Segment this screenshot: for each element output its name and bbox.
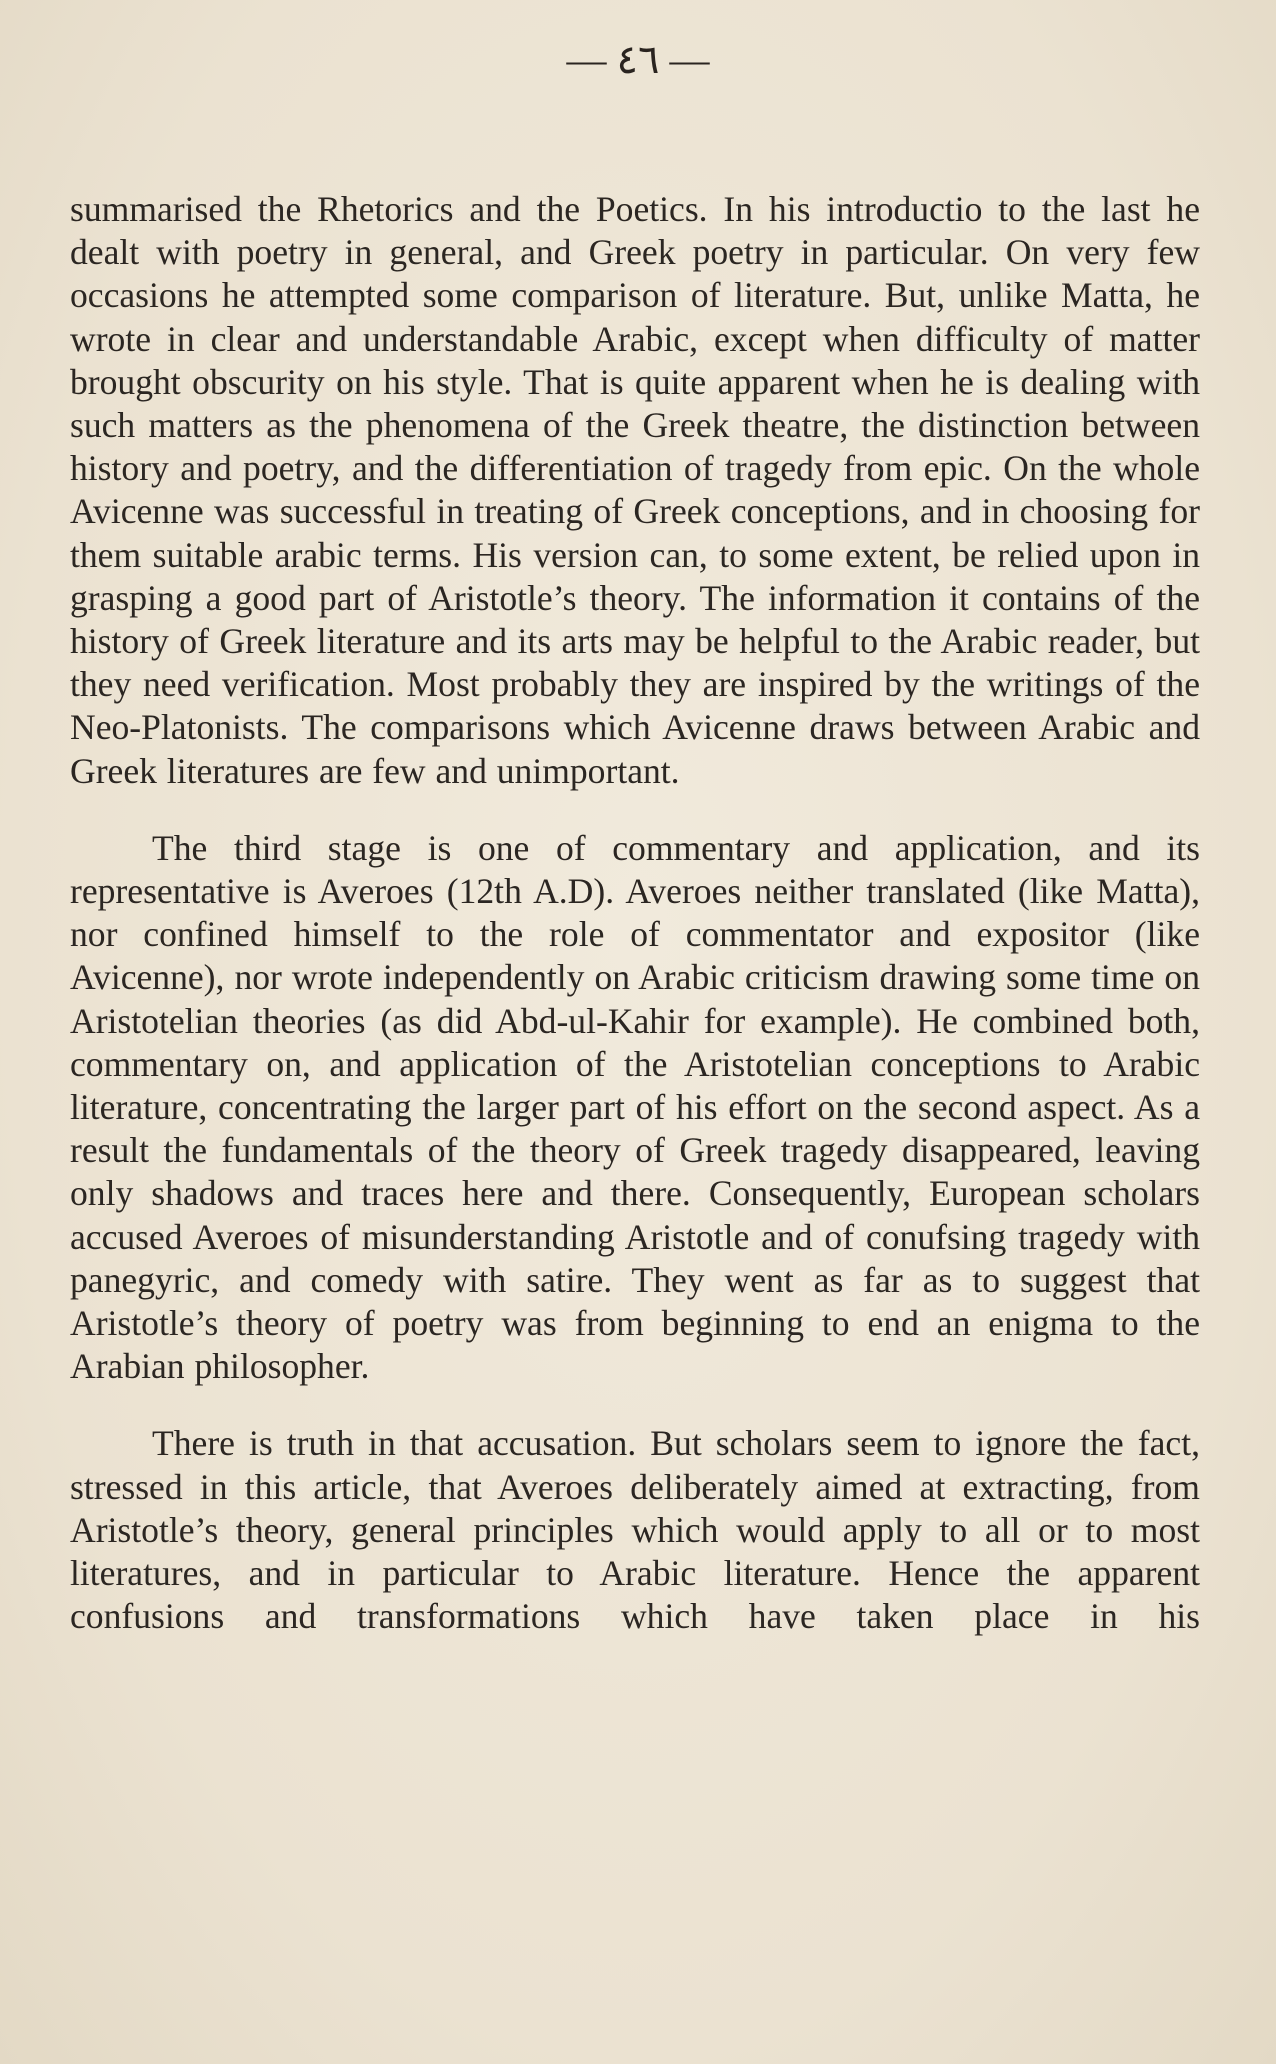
paragraph-averoes-stage: The third stage is one of commentary and application, and its representative is Averoes (12th A.D). Averoes neither translated (like Matta), nor confined himself to the role of commentator and expositor (like Avicenne), nor wrote independently on Arabic criticism drawing some time on Aristotelian theories (as did Abd-ul-Kahir for example). He combined both, commentary on, and application of the Aristotelian conceptions to Arabic literature, concentrating the larger part of his effort on the second aspect. As a result the fundamentals of the theory of Greek tragedy disappeared, leaving only shadows and traces here and there. Consequently, European scholars accused Averoes of misunderstanding Aristotle and of conufsing tragedy with panegyric, and comedy with satire. They went as far as to suggest that Aristotle’s theory of poetry was from beginning to end an enigma to the Arabian philosopher. <box>70 827 1200 1387</box>
paragraph-avicenne: summarised the Rhetorics and the Poetics. In his introductio to the last he dealt with poetry in general, and Greek poetry in particular. On very few occasions he attempted some comparison of literature. But, unlike Matta, he wrote in clear and understandable Arabic, except when difficulty of matter brought obscurity on his style. That is quite apparent when he is dealing with such matters as the phenomena of the Greek theatre, the distinction between history and poetry, and the differentiation of tragedy from epic. On the whole Avicenne was successful in treating of Greek conceptions, and in choosing for them suitable arabic terms. His version can, to some extent, be relied upon in grasping a good part of Aristotle’s theory. The information it contains of the history of Greek literature and its arts may be helpful to the Arabic reader, but they need verification. Most probably they are inspired by the writings of the Neo-Platonists. The comparisons which Avicenne draws between Arabic and Greek literatures are few and unimportant. <box>70 189 1200 791</box>
paragraph-accusation: There is truth in that accusation. But scholars seem to ignore the fact, stressed in this article, that Averoes deliberately aimed at extracting, from Aristotle’s theory, general principles which would apply to all or to most literatures, and in particular to Arabic literature. Hence the apparent confusions and transformations which have taken place in his <box>70 1423 1200 1637</box>
body-text <box>70 188 1200 1639</box>
page-number: — ٤٦ — <box>566 37 710 82</box>
